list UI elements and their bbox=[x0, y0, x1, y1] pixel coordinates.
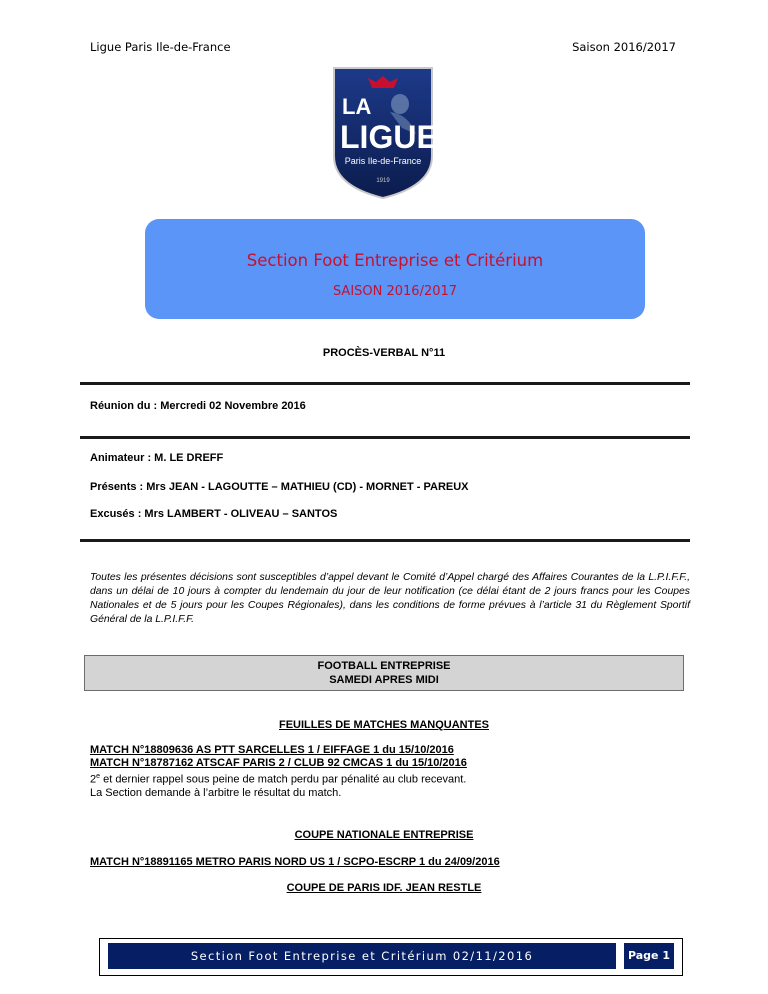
competition-name: FOOTBALL ENTREPRISE bbox=[317, 660, 451, 672]
logo-text-ligue: LIGUE bbox=[340, 119, 436, 155]
appeal-notice: Toutes les présentes décisions sont susceptibles d’appel devant le Comité d’Appel chargé des Affaires Courantes de la L.P.I.F.F., dans un délai de 10 jours à compter du lendemain du jour de leur notification (ce délai étant de 2 jours francs pour les Coupes Nationales et de 5 jours pour les Coupes Régionales), dans les conditions de forme prévues à l’article 31 du Règlement Sportif Général de la L.P.I.F.F. bbox=[90, 572, 690, 625]
attendees-excused: Excusés : Mrs LAMBERT - OLIVEAU – SANTOS bbox=[90, 508, 338, 520]
reminder-line bbox=[90, 770, 467, 787]
footer-title: Section Foot Entreprise et Critérium 02/11/2016 bbox=[108, 943, 616, 969]
season-subtitle: SAISON 2016/2017 bbox=[332, 284, 458, 299]
meeting-date: Réunion du : Mercredi 02 Novembre 2016 bbox=[90, 400, 306, 412]
page-number: Page 1 bbox=[624, 943, 674, 969]
missing-sheets-block bbox=[90, 744, 467, 800]
missing-sheets-heading: FEUILLES DE MATCHES MANQUANTES bbox=[278, 719, 490, 731]
paris-cup-heading: COUPE DE PARIS IDF. JEAN RESTLE bbox=[286, 882, 482, 894]
league-logo bbox=[330, 64, 436, 200]
match-line: MATCH N°18809636 AS PTT SARCELLES 1 / EIFFAGE 1 du 15/10/2016 bbox=[90, 744, 454, 756]
animateur: Animateur : M. LE DREFF bbox=[90, 452, 224, 464]
logo-text-la: LA bbox=[342, 94, 372, 119]
reminder-number: 2 bbox=[90, 773, 97, 786]
reminder-text: et dernier rappel sous peine de match perdu par pénalité au club recevant. bbox=[100, 773, 467, 786]
logo-text-year: 1919 bbox=[376, 178, 390, 184]
header-season: Saison 2016/2017 bbox=[572, 40, 676, 54]
divider bbox=[80, 382, 690, 385]
header-league-name: Ligue Paris Ile-de-France bbox=[90, 40, 231, 54]
competition-header bbox=[84, 655, 684, 691]
referee-note: La Section demande à l’arbitre le résultat du match. bbox=[90, 786, 342, 799]
reminder-superscript: e bbox=[96, 773, 101, 780]
minutes-number: PROCÈS-VERBAL N°11 bbox=[322, 347, 446, 359]
divider bbox=[80, 539, 690, 542]
divider bbox=[80, 436, 690, 439]
competition-session: SAMEDI APRES MIDI bbox=[329, 674, 439, 686]
logo-text-region: Paris Ile-de-France bbox=[344, 156, 422, 166]
match-line: MATCH N°18891165 METRO PARIS NORD US 1 / SCPO-ESCRP 1 du 24/09/2016 bbox=[90, 856, 500, 868]
section-title-banner bbox=[145, 219, 645, 319]
attendees-present: Présents : Mrs JEAN - LAGOUTTE – MATHIEU (CD) - MORNET - PAREUX bbox=[90, 481, 469, 493]
page-footer bbox=[99, 938, 683, 976]
section-title: Section Foot Entreprise et Critérium bbox=[246, 251, 544, 270]
match-line: MATCH N°18787162 ATSCAF PARIS 2 / CLUB 92 CMCAS 1 du 15/10/2016 bbox=[90, 757, 467, 769]
national-cup-heading: COUPE NATIONALE ENTREPRISE bbox=[294, 829, 474, 841]
